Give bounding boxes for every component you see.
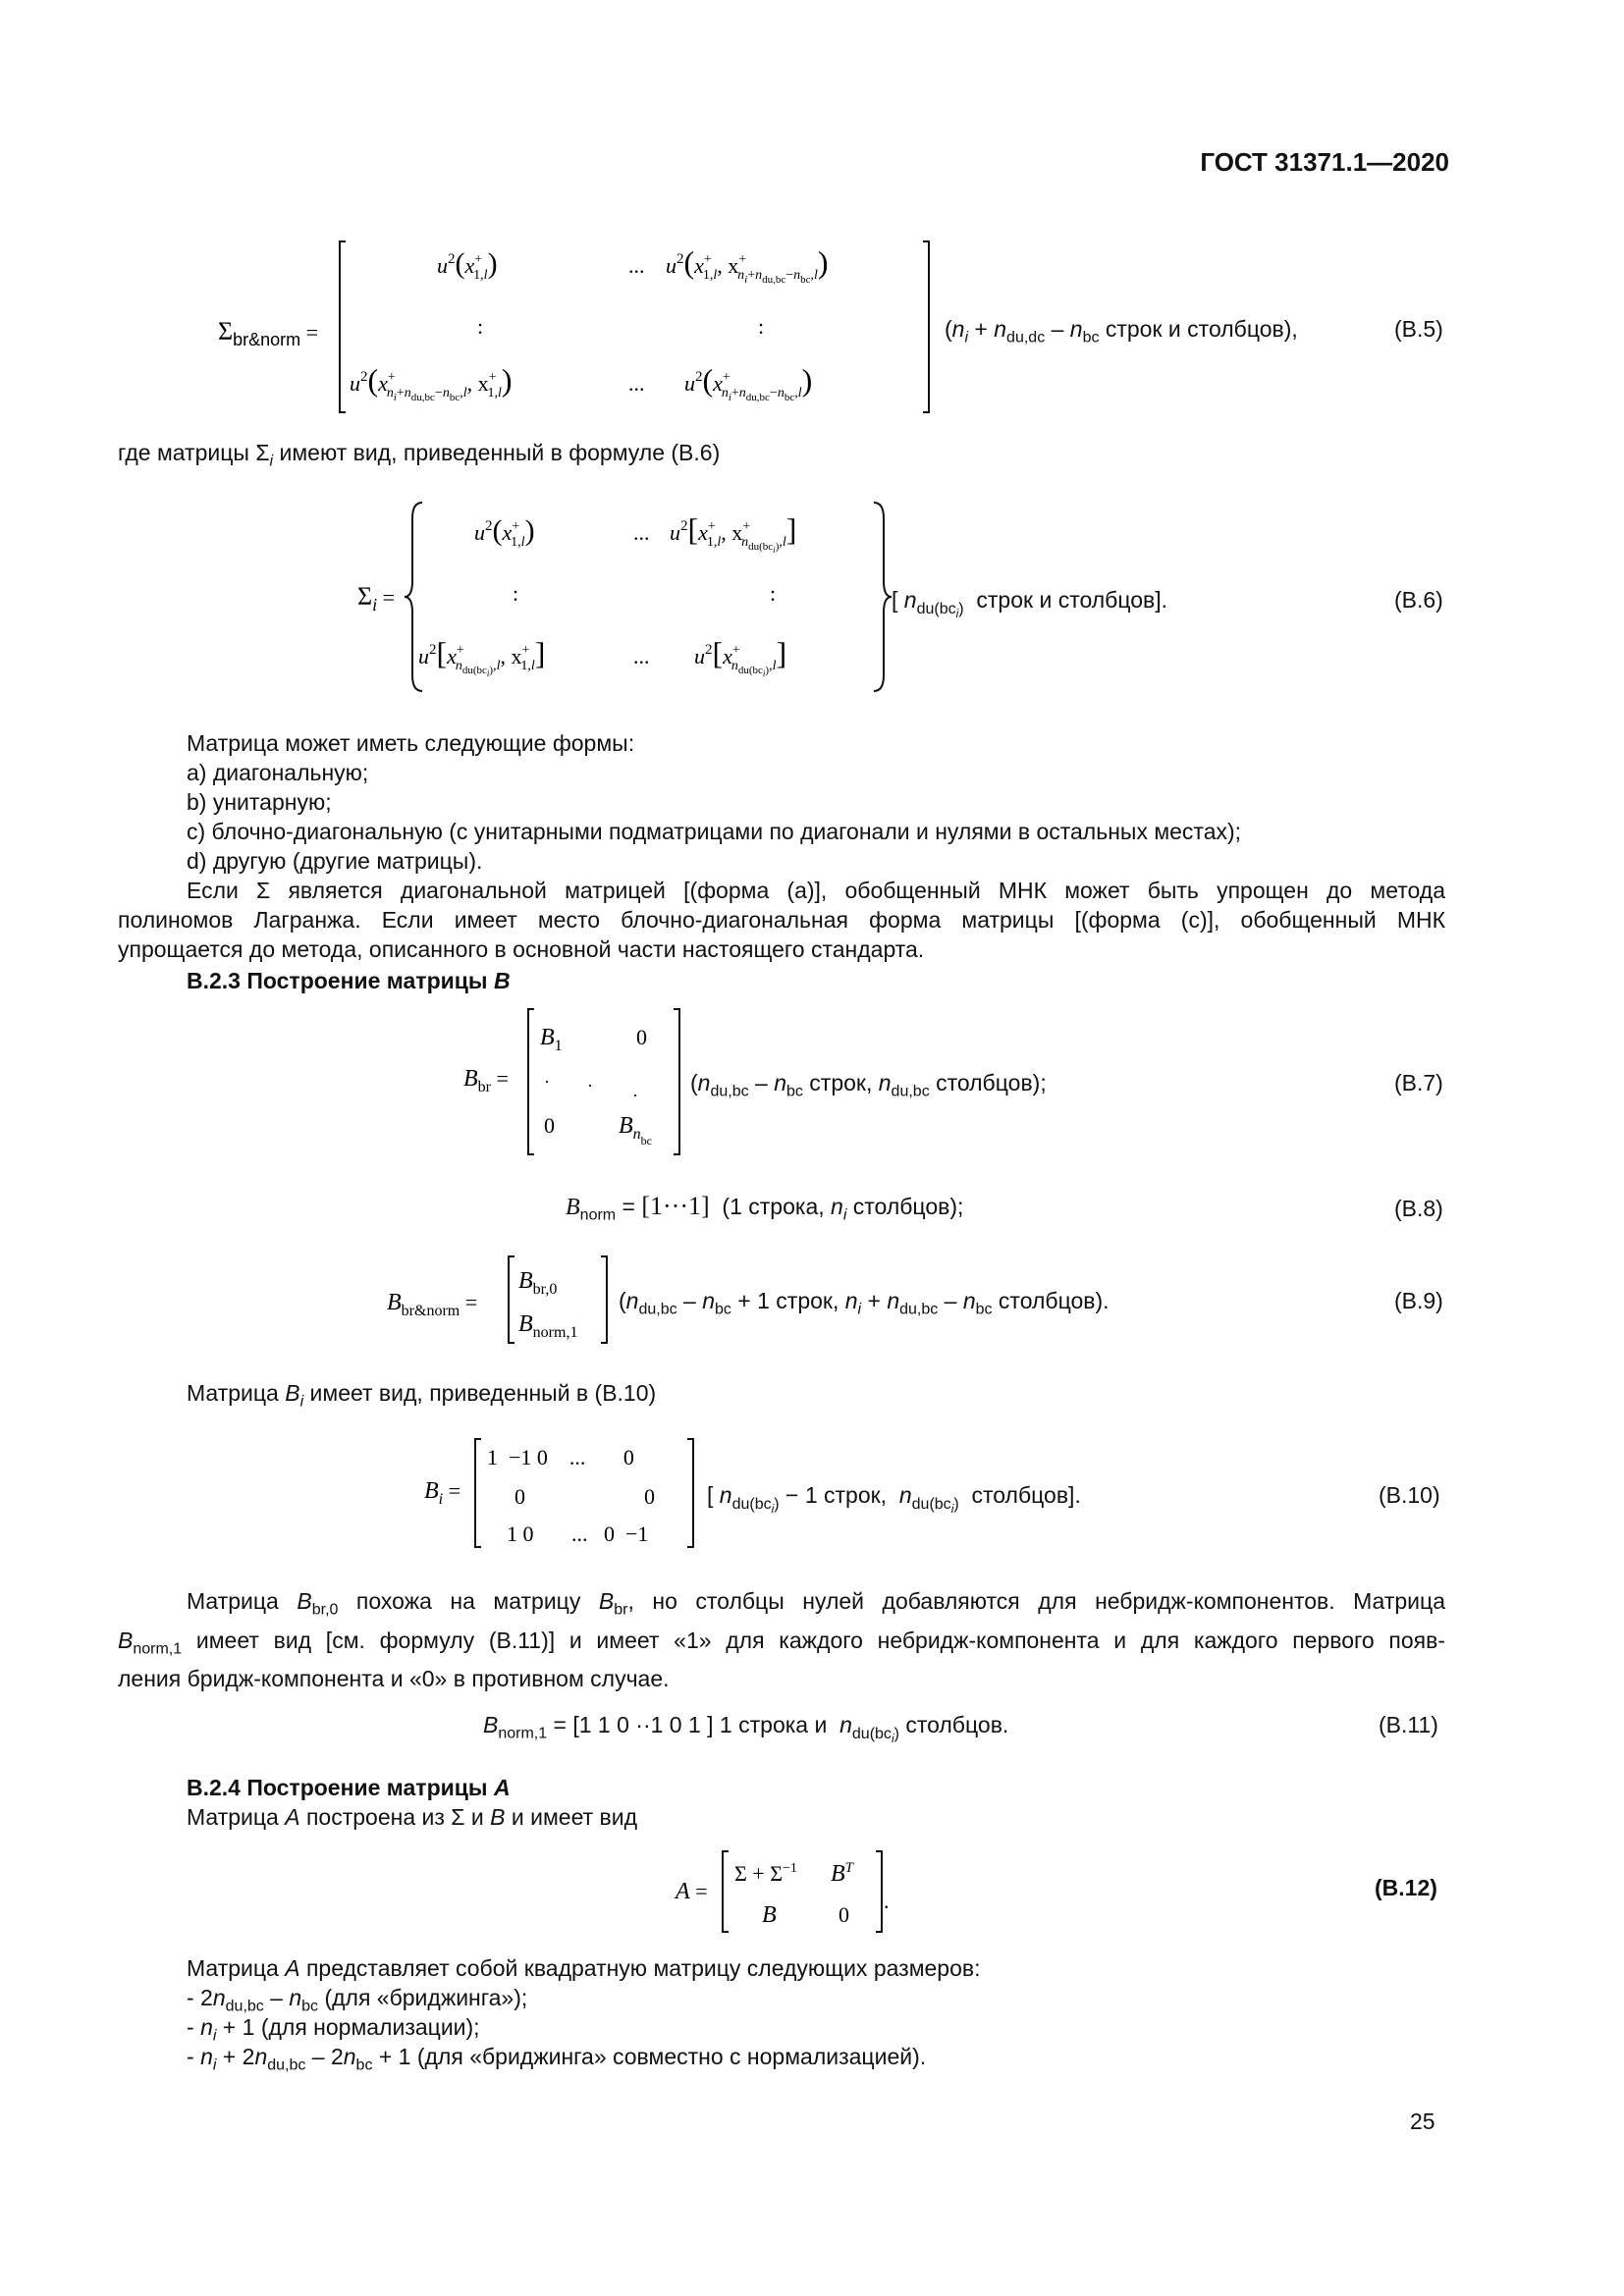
bracket-right — [674, 1009, 679, 1154]
eq-b11-number: (B.11) — [1379, 1712, 1438, 1737]
text-a: Матрица A построена из Σ и B и имеет вид — [187, 1804, 638, 1830]
eq-b6-vdots-left: : — [513, 581, 519, 606]
bracket-left — [475, 1439, 481, 1547]
eq-b10-number: (B.10) — [1379, 1482, 1440, 1508]
section-b23-heading: В.2.3 Построение матрицы B — [187, 968, 511, 993]
brace-right — [874, 503, 892, 691]
eq-b7-bn: $B_{nbc}$ — [619, 1113, 652, 1148]
eq-b5-tr: $u^2(x^+$ 1,l, x+ ni+ndu,bc−nbc,l) — [666, 244, 829, 286]
eq-b7-number: (B.7) — [1394, 1070, 1443, 1095]
eq-b6-vdots-right: : — [770, 581, 777, 606]
eq-b10-note: [ $n_{du(bc_i)} - 1$ строк, $n_{du(bc_i)}$ столбцов]. — [707, 1482, 1081, 1516]
eq-b7-ddot-1: · — [544, 1072, 550, 1092]
forms-paragraph-line-1: Если Σ является диагональной матрицей [(форма (а)], обобщенный МНК может быть упрощен до метода — [187, 878, 1445, 903]
eq-b10-row3: 1 0 ... 0 −1 — [507, 1522, 649, 1546]
eq-b7-lhs: $B_{br}$ = — [463, 1066, 509, 1095]
eq-b9-number: (B.9) — [1394, 1288, 1443, 1313]
eq-b5-dots-bottom: ... — [628, 371, 645, 396]
bbr0-paragraph-line-1: Матрица $B_{br,0}$ похожа на матрицу $B_{br}$, но столбцы нулей добавляются для небридж-компонентов. Матрица — [187, 1588, 1445, 1619]
bracket-left — [723, 1851, 729, 1932]
eq-b12-number: (B.12) — [1375, 1875, 1437, 1900]
forms-paragraph-line-2: полиномов Лагранжа. Если имеет место блочно-диагональная форма матрицы [(форма (с)], обобщенный МНК — [118, 907, 1445, 933]
bracket-left — [528, 1009, 534, 1154]
eq-b6-note: [ $n_{du(bc_i)}$ строк и столбцов]. — [892, 587, 1168, 620]
forms-item-d: d) другую (другие матрицы). — [187, 848, 483, 874]
forms-paragraph-line-3: упрощается до метода, описанного в основной части настоящего стандарта. — [118, 936, 925, 962]
eq-b6-tl: $u^2(x^+$ 1,l) — [474, 514, 535, 550]
eq-b7-zero-bottom: 0 — [544, 1113, 555, 1138]
eq-b5-bl: $u^2(x^+$ ni+ndu,bc−nbc,l, x+ 1,l) — [350, 362, 513, 403]
forms-item-a: а) диагональную; — [187, 760, 369, 785]
eq-b12-m11: $\Sigma + \Sigma^{-1}$ — [734, 1861, 797, 1886]
eq-b10-row1: 1 −1 0 ... 0 — [487, 1445, 634, 1469]
eq-b11-formula: $B_{norm,1} = [1$ 1 0 ··1 0 1 ] 1 строка и $n_{du(bc_i)}$ столбцов. — [483, 1712, 1009, 1745]
eq-b9-lhs: $B_{br\&norm}$ = — [387, 1290, 478, 1319]
bracket-right — [876, 1851, 882, 1932]
sizes-item-2: - $n_i + 1$ (для нормализации); — [187, 2014, 480, 2045]
eq-b5-vdots-left: : — [477, 314, 484, 339]
bbr0-paragraph-line-3: ления бридж-компонента и «0» в противном случае. — [118, 1666, 670, 1692]
eq-b6-number: (B.6) — [1394, 587, 1443, 613]
eq-b5-br: $u^2(x^+$ ni+ndu,bc−nbc,l) — [684, 362, 813, 403]
eq-b7-ddot-2: · — [587, 1076, 593, 1095]
eq-b6-dots-top: ... — [633, 520, 650, 545]
eq-b5-dots-top: ... — [628, 253, 645, 278]
eq-b12-period: . — [884, 1889, 890, 1913]
eq-b7-b1: $B_1$ — [540, 1025, 563, 1054]
bracket-right — [601, 1256, 607, 1343]
document-id: ГОСТ 31371.1—2020 — [1200, 147, 1449, 177]
sizes-intro: Матрица A представляет собой квадратную матрицу следующих размеров: — [187, 1955, 981, 1981]
text-where-sigma-i: где матрицы $\Sigma_i$ имеют вид, приведенный в формуле (В.6) — [118, 440, 721, 470]
eq-b6-br: $u^2[x^+$ ndu(bci),l] — [694, 635, 787, 678]
sizes-item-3: - $n_i + 2n_{du,bc} - 2n_{bc} + 1$ (для «бриджинга» совместно с нормализацией). — [187, 2044, 927, 2074]
eq-b12-m21: B — [762, 1902, 777, 1928]
eq-b6-bl: $u^2[x^+$ ndu(bci),l, x+ 1,l] — [418, 635, 546, 678]
equation-b7-graphic — [452, 1005, 707, 1158]
eq-b10-row2: 0 0 — [514, 1484, 655, 1509]
eq-b6-tr: $u^2[x^+$ 1,l, x+ ndu(bci),l] — [670, 511, 797, 555]
text-bi: Матрица $B_i$ имеет вид, приведенный в (В.10) — [187, 1380, 657, 1411]
eq-b5-lhs: $\Sigma_{br\&norm}$ = — [218, 317, 319, 349]
bbr0-paragraph — [118, 1586, 1445, 1693]
forms-intro: Матрица может иметь следующие формы: — [187, 730, 635, 756]
eq-b9-top: $B_{br,0}$ — [518, 1268, 558, 1298]
eq-b9-bottom: $B_{norm,1}$ — [518, 1311, 578, 1341]
eq-b6-dots-bottom: ... — [633, 644, 650, 668]
eq-b8-formula: $B_{norm} = [1\cdot\cdot\cdot 1]$ (1 строка, $n_i$ столбцов); — [566, 1192, 964, 1224]
bracket-right — [687, 1439, 693, 1547]
bbr0-paragraph-line-2: $B_{norm,1}$ имеет вид [см. формулу (В.11)] и имеет «1» для каждого небридж-компонента и для каждого первого появ- — [118, 1627, 1445, 1658]
page-number: 25 — [1410, 2109, 1435, 2134]
equation-b10-graphic — [420, 1435, 705, 1551]
eq-b12-lhs: A = — [676, 1879, 708, 1904]
forms-item-b: b) унитарную; — [187, 789, 332, 815]
eq-b5-tl: $u^2(x^+$ 1,l) — [437, 247, 498, 283]
eq-b8-number: (B.8) — [1394, 1196, 1443, 1221]
equation-b9-graphic — [383, 1253, 619, 1347]
bracket-left — [340, 241, 346, 412]
eq-b5-number: (B.5) — [1394, 316, 1443, 342]
eq-b7-note: ($n_{du,bc} - n_{bc}$ строк, $n_{du,bc}$ столбцов); — [690, 1070, 1047, 1100]
eq-b10-lhs: $B_i$ = — [424, 1478, 461, 1508]
eq-b5-note: ($n_i + n_{du,dc} - n_{bc}$ строк и столбцов), — [945, 316, 1298, 347]
eq-b5-vdots-right: : — [758, 314, 765, 339]
eq-b6-lhs: $\Sigma_i$ = — [357, 582, 396, 614]
eq-b9-note: ($n_{du,bc} - n_{bc} + 1$ строк, $n_i + n_{du,bc} - n_{bc}$ столбцов). — [619, 1288, 1110, 1318]
forms-paragraph — [118, 876, 1445, 964]
eq-b12-m22: 0 — [839, 1902, 849, 1927]
eq-b7-zero-top: 0 — [636, 1025, 647, 1049]
eq-b7-ddot-3: · — [632, 1086, 638, 1105]
eq-b12-m12: $B^T$ — [831, 1860, 854, 1887]
section-b24-heading: В.2.4 Построение матрицы A — [187, 1775, 511, 1800]
bracket-right — [923, 241, 929, 412]
sizes-item-1: - $2n_{du,bc} - n_{bc}$ (для «бриджинга»); — [187, 1985, 528, 2015]
equation-b12-graphic — [672, 1847, 897, 1936]
bracket-left — [509, 1256, 514, 1343]
forms-item-c: c) блочно-диагональную (с унитарными подматрицами по диагонали и нулями в остальных местах); — [187, 819, 1242, 844]
